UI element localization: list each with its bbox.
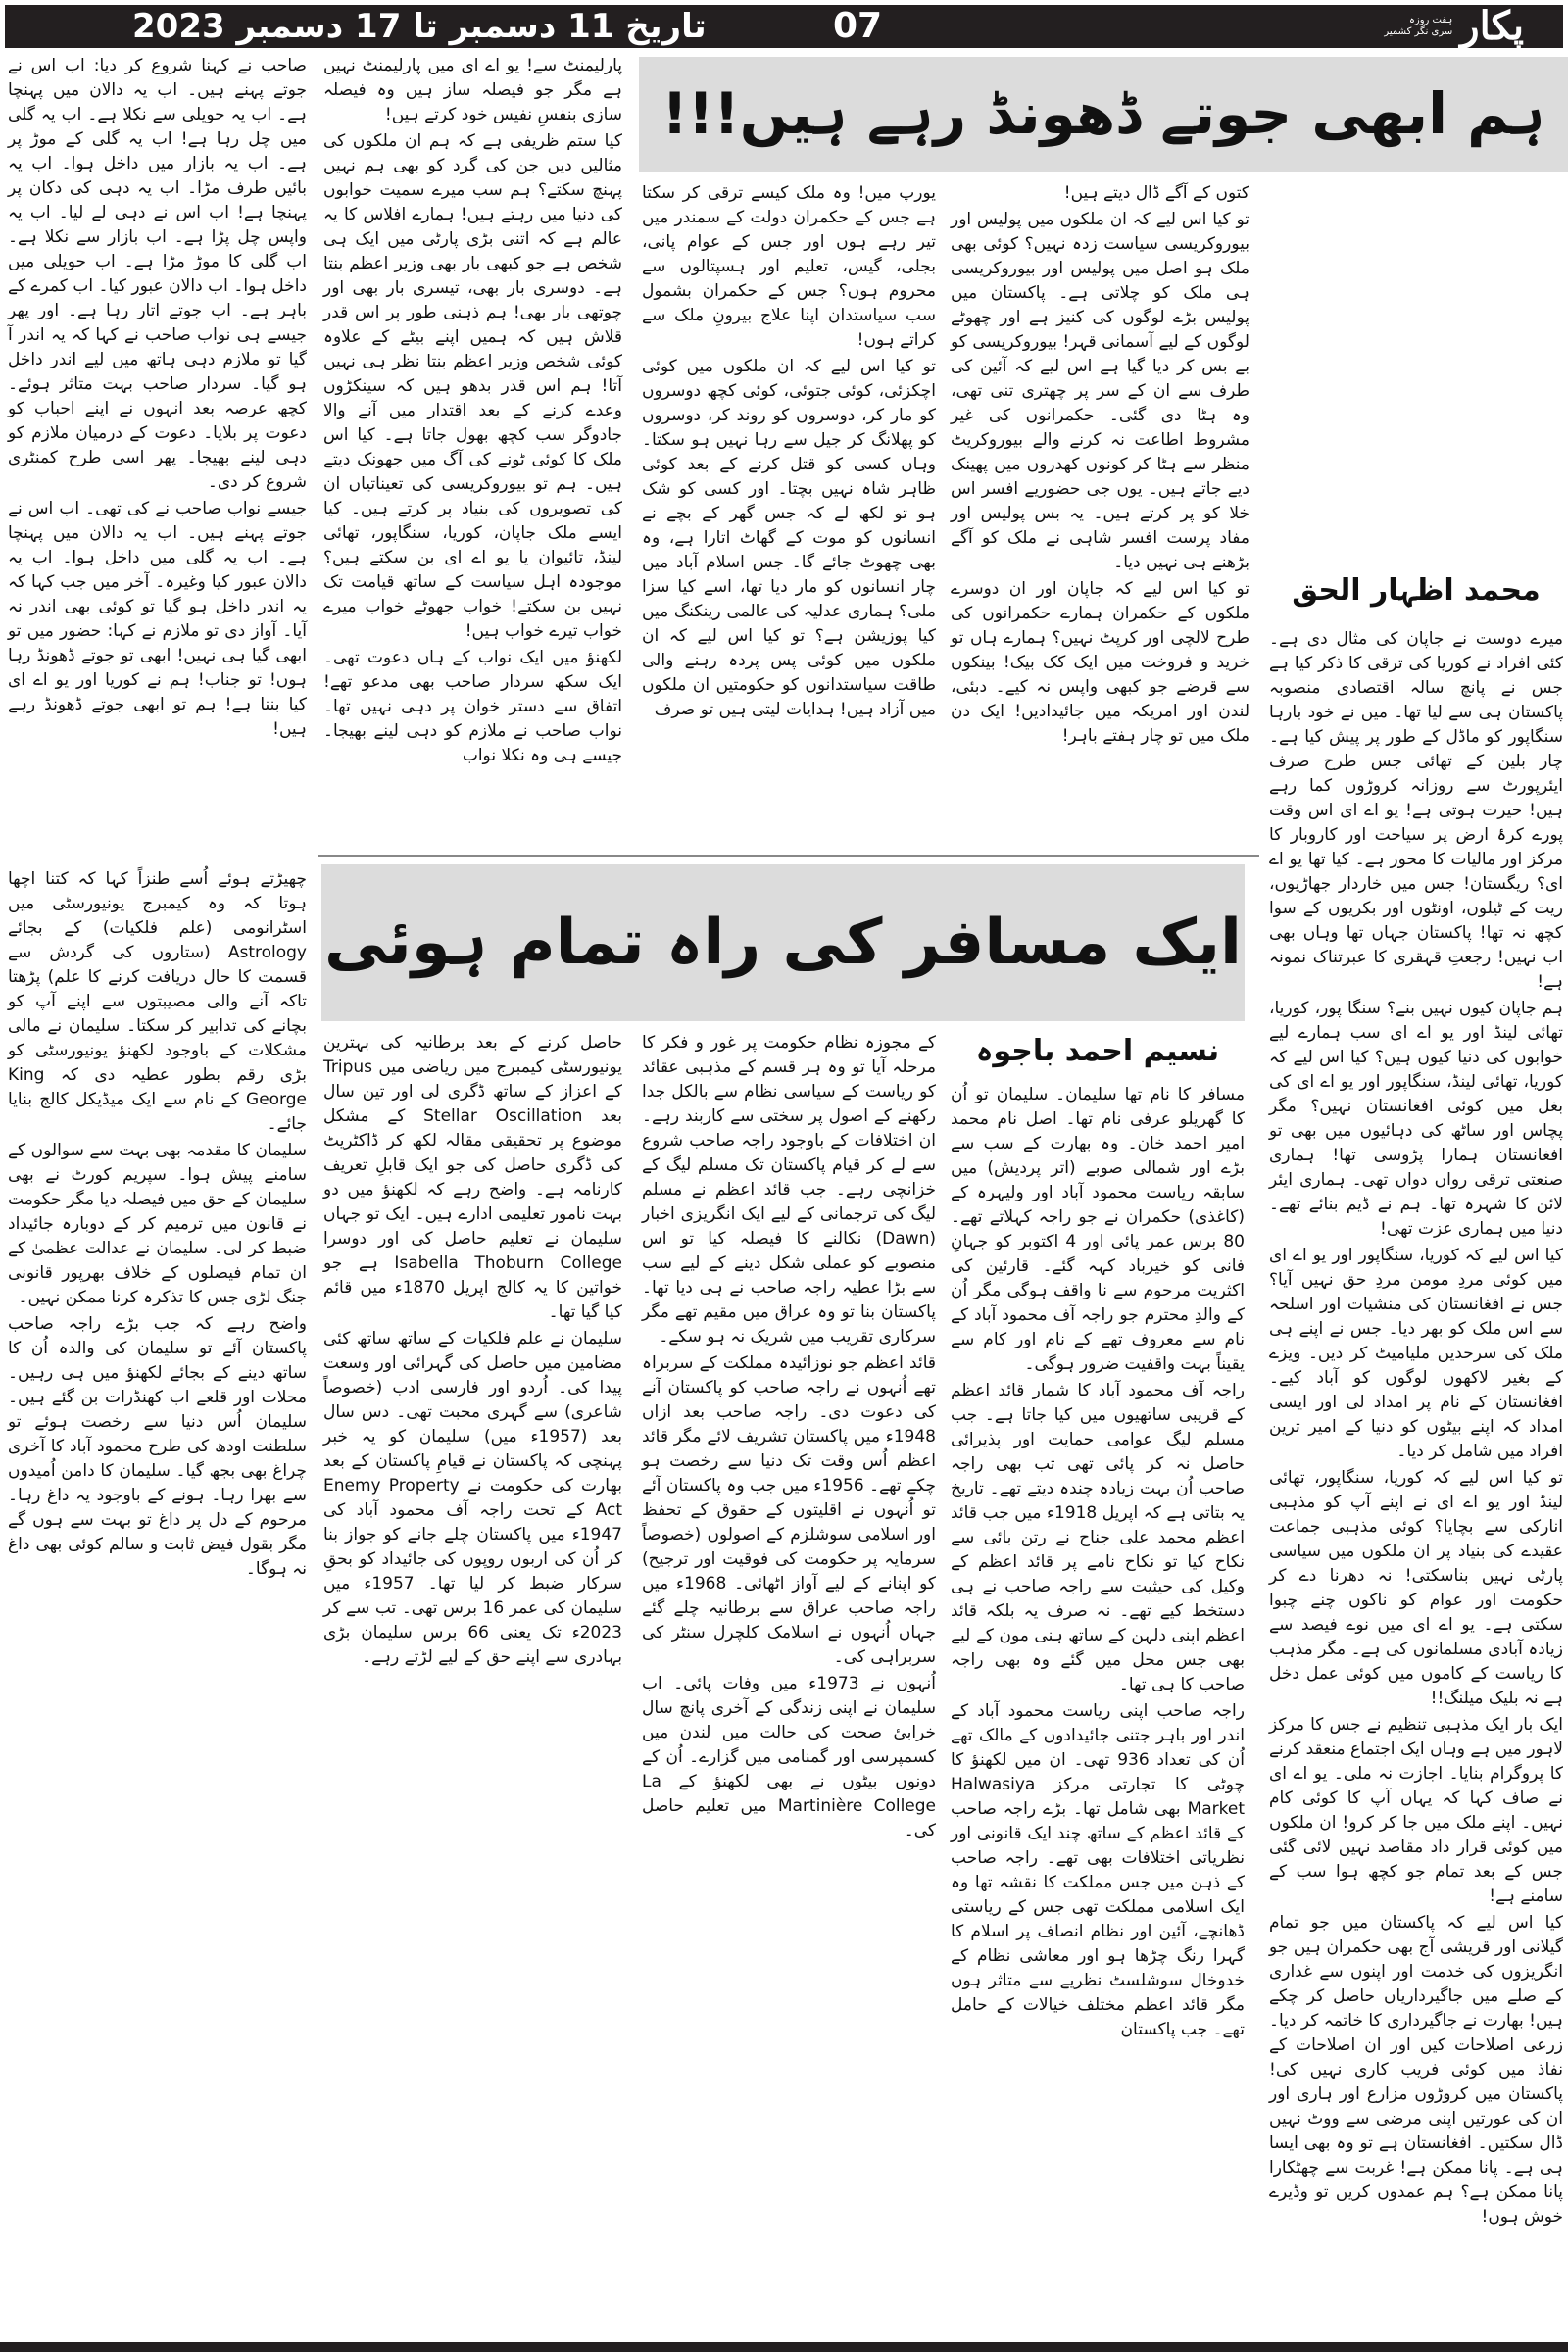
- article1-headline: ہم ابھی جوتے ڈھونڈ رہے ہیں!!!: [662, 80, 1545, 148]
- paragraph: لکھنؤ میں ایک نواب کے ہاں دعوت تھی۔ ایک سکھ سردار صاحب بھی مدعو تھے! اتفاق سے دستر خوان پر دہی نہیں تھا۔ نواب صاحب نے ملازم کو دہی لینے بھیجا۔ جیسے ہی وہ نکلا نواب: [323, 648, 622, 765]
- page-number: 07: [833, 6, 883, 46]
- paragraph: میرے دوست نے جاپان کی مثال دی ہے۔ کئی افراد نے کوریا کی ترقی کا ذکر کیا ہے جس نے پانچ سالہ اقتصادی منصوبہ پاکستان ہی سے لیا تھا۔ میں نے خود بارہا سنگاپور کو ماڈل کے طور پر پیش کیا ہے۔ چار بلین کے تھائی جس طرح صرف ایئرپورٹ سے روزانہ کروڑوں کما رہے ہیں! حیرت ہوتی ہے! یو اے ای اس وقت پورے کرۂ ارض پر سیاحت اور کاروبار کا مرکز اور مالیات کا محور ہے۔ کیا تھا یو اے ای؟ ریگستان! جس میں خاردار جھاڑیوں، ریت کے ٹیلوں، اونٹوں اور بکریوں کے سوا کچھ نہ تھا! پاکستان جہاں تھا وہاں بھی اب نہیں! رجعتِ قہقری کا عبرتناک نمونہ ہے!: [1269, 629, 1563, 992]
- paragraph: اُنہوں نے 1973ء میں وفات پائی۔ اب سلیمان نے اپنی زندگی کے آخری پانچ سال خرابیٔ صحت کی حالت میں لندن میں کسمپرسی اور گمنامی میں گزارے۔ اُن کے دونوں بیٹوں نے بھی لکھنؤ کے La Martinière College میں تعلیم حاصل کی۔: [642, 1674, 937, 1840]
- paragraph: قائد اعظم جو نوزائیدہ مملکت کے سربراہ تھے اُنہوں نے راجہ صاحب کو پاکستان آنے کی دعوت دی۔ راجہ صاحب بعد ازاں 1948ء میں پاکستان تشریف لائے مگر قائد اعظم اُس وقت تک دنیا سے رخصت ہو چکے تھے۔ 1956ء میں جب وہ پاکستان آئے تو اُنہوں نے اقلیتوں کے حقوق کے تحفظ اور اسلامی سوشلزم کے اصولوں (خصوصاً سرمایہ پر حکومت کی فوقیت اور ترجیح) کو اپنانے کے لیے آواز اٹھائی۔ 1968ء میں راجہ صاحب عراق سے برطانیہ چلے گئے جہاں اُنہوں نے اسلامک کلچرل سنٹر کی سربراہی کی۔: [642, 1353, 937, 1667]
- article1-column-4: [323, 54, 622, 770]
- paragraph: سلیمان نے علم فلکیات کے ساتھ ساتھ کئی مضامین میں حاصل کی گہرائی اور وسعت پیدا کی۔ اُردو اور فارسی ادب (خصوصاً شاعری) سے گہری محبت تھی۔ دس سال بعد (1957ء میں) سلیمان کو یہ خبر پہنچی کہ پاکستان نے قیامِ پاکستان کے بعد بھارت کی حکومت نے Enemy Property Act کے تحت راجہ آف محمود آباد کی 1947ء میں پاکستان چلے جانے کو جواز بنا کر اُن کی اربوں روپوں کی جائیداد کو بحقِ سرکار ضبط کر لیا تھا۔ 1957ء میں سلیمان کی عمر 16 برس تھی۔ تب سے کر 2023ء تک یعنی 66 برس سلیمان بڑی بہادری سے اپنے حق کے لیے لڑتے رہے۔: [323, 1329, 623, 1667]
- paragraph: کے مجوزہ نظام حکومت پر غور و فکر کا مرحلہ آیا تو وہ ہر قسم کے مذہبی عقائد کو ریاست کے سیاسی نظام سے بالکل جدا رکھنے کے اصول پر سختی سے کاربند رہے۔ ان اختلافات کے باوجود راجہ صاحب شروع سے لے کر قیام پاکستان تک مسلم لیگ کے خزانچی رہے۔ جب قائد اعظم نے مسلم لیگ کی ترجمانی کے لیے ایک انگریزی اخبار (Dawn) نکالنے کا فیصلہ کیا تو اس منصوبے کو عملی شکل دینے کے لیے سب سے بڑا عطیہ راجہ صاحب نے ہی دیا تھا۔ پاکستان بنا تو وہ عراق میں مقیم تھے مگر سرکاری تقریب میں شریک نہ ہو سکے۔: [642, 1033, 936, 1347]
- paragraph: کیا اس لیے کہ پاکستان میں جو تمام گیلانی اور قریشی آج بھی حکمران ہیں جو انگریزوں کی خدمت اور اپنوں سے غداری کے صلے میں جاگیرداریاں حاصل کر چکے ہیں! بھارت نے جاگیرداری کا خاتمہ کر دیا۔ زرعی اصلاحات کیں اور ان اصلاحات کے نفاذ میں کوئی فریب کاری نہیں کی! پاکستان میں کروڑوں مزارع اور ہاری اور ان کی عورتیں اپنی مرضی سے ووٹ نہیں ڈال سکتیں۔ افغانستان ہے تو وہ بھی ایسا ہی ہے۔ پانا ممکن ہے! غربت سے چھٹکارا پانا ممکن ہے؟ ہم عمدوں کریں تو وڈیرے خوش ہوں!: [1269, 1913, 1563, 2227]
- paragraph: تو کیا اس لیے کہ کوریا، سنگاپور، تھائی لینڈ اور یو اے ای نے اپنے آپ کو مذہبی انارکی سے بچایا؟ کوئی مذہبی جماعت عقیدے کی بنیاد پر ان ملکوں میں سیاسی پارٹی نہیں بناسکتی! نہ دھرنا دے کر حکومت اور عوام کو ناکوں چنے چبوا سکتی ہے۔ یو اے ای میں نوے فیصد سے زیادہ آبادی مسلمانوں کی ہے۔ مگر مذہب کا ریاست کے کاموں میں کوئی عمل دخل ہے نہ بلیک میلنگ!!: [1269, 1468, 1563, 1708]
- paragraph: واضح رہے کہ جب بڑے راجہ صاحب پاکستان آئے تو سلیمان کی والدہ اُن کا ساتھ دینے کے بجائے لکھنؤ میں ہی رہیں۔ محلات اور قلعے اب کھنڈرات بن گئے ہیں۔ سلیمان اُس دنیا سے رخصت ہوئے تو سلطنت اودھ کی طرح محمود آباد کا آخری چراغ بھی بجھ گیا۔ سلیمان کا دامن اُمیدوں سے بھرا رہا۔ ہونے کے باوجود یہ داغ رہا۔ مرحوم کے دل پر داغ تو بہت سے ہوں گے مگر بقول فیض ثابت و سالم کوئی بھی داغ نہ ہوگا۔: [8, 1314, 307, 1579]
- paragraph: یورپ میں! وہ ملک کیسے ترقی کر سکتا ہے جس کے حکمران دولت کے سمندر میں تیر رہے ہوں اور جس کے عوام پانی، بجلی، گیس، تعلیم اور ہسپتالوں سے محروم ہوں؟ جس کے حکمران بشمول سب سیاستدان اپنا علاج بیرونِ ملک سے کراتے ہوں!: [642, 183, 936, 350]
- issue-date: تاریخ 11 دسمبر تا 17 دسمبر 2023: [132, 7, 707, 46]
- logo-title: پکار: [1460, 3, 1524, 49]
- paragraph: راجہ آف محمود آباد کا شمار قائد اعظم کے قریبی ساتھیوں میں کیا جاتا ہے۔ جب مسلم لیگ عوامی حمایت اور پذیرائی حاصل نہ کر پائی تھی تب بھی راجہ صاحب اُن بہت زیادہ چندہ دیتے تھے۔ تاریخ یہ بتاتی ہے کہ اپریل 1918ء میں جب قائد اعظم محمد علی جناح نے رتن بائی سے نکاح کیا تو نکاح نامے پر قائد اعظم کے وکیل کی حیثیت سے راجہ صاحب نے ہی دستخط کیے تھے۔ نہ صرف یہ بلکہ قائد اعظم اپنی دلہن کے ساتھ ہنی مون کے لیے بھی جس محل میں گئے وہ بھی راجہ صاحب کا ہی تھا۔: [951, 1381, 1245, 1694]
- paragraph: سلیمان کا مقدمہ بھی بہت سے سوالوں کے سامنے پیش ہوا۔ سپریم کورٹ نے بھی سلیمان کے حق میں فیصلہ دیا مگر حکومت نے قانون میں ترمیم کر کے دوبارہ جائیداد ضبط کر لی۔ سلیمان نے عدالت عظمیٰ کے ان تمام فیصلوں کے خلاف بھرپور قانونی جنگ لڑی جس کا تذکرہ کرنا ممکن نہیں۔: [8, 1141, 307, 1307]
- article1-headline-box: [639, 57, 1568, 172]
- paragraph: کتوں کے آگے ڈال دیتے ہیں!: [1063, 183, 1250, 203]
- article1-column-3: [642, 181, 936, 724]
- newspaper-logo: [1384, 5, 1524, 48]
- logo-sub-city: سری نگر کشمیر: [1384, 26, 1453, 37]
- paragraph: جیسے نواب صاحب نے کی تھی۔ اب اس نے جوتے پہنے ہیں۔ اب یہ دالان میں پہنچا ہے۔ اب یہ گلی میں داخل ہوا۔ اب یہ دالان عبور کیا وغیرہ۔ آخر میں جب کہا کہ یہ اندر داخل ہو گیا تو کوئی بھی اندر نہ آیا۔ آواز دی تو ملازم نے کہا: حضور میں تو ابھی گیا ہی نہیں! ابھی تو جوتے ڈھونڈ رہا ہوں! تو جناب! ہم نے کوریا اور یو اے ای کیا بننا ہے! ہم تو ابھی جوتے ڈھونڈ رہے ہیں!: [8, 499, 307, 739]
- article1-column-2: [951, 181, 1250, 751]
- article2-headline: ایک مسافر کی راہ تمام ہوئی: [324, 906, 1242, 979]
- paragraph: پارلیمنٹ سے! یو اے ای میں پارلیمنٹ نہیں ہے مگر جو فیصلہ ساز ہیں وہ فیصلہ سازی بنفسِ نفیس خود کرتے ہیں!: [323, 56, 622, 124]
- paragraph: چھیڑتے ہوئے اُسے طنزاً کہا کہ کتنا اچھا ہوتا کہ وہ کیمبرج یونیورسٹی میں اسٹرانومی (علم فلکیات) کے بجائے Astrology (ستاروں کی گردش سے قسمت کا حال دریافت کرنے کا علم) پڑھتا تاکہ آنے والی مصیبتوں سے اپنے آپ کو بچانے کی تدابیر کر سکتا۔ سلیمان نے مالی مشکلات کے باوجود لکھنؤ یونیورسٹی کو بڑی رقم بطور عطیہ دی کہ King George کے نام سے ایک میڈیکل کالج بنایا جائے۔: [8, 869, 307, 1134]
- footer-bar: [0, 2342, 1568, 2352]
- paragraph: کیا ستم ظریفی ہے کہ ہم ان ملکوں کی مثالیں دیں جن کی گرد کو بھی ہم نہیں پہنچ سکتے؟ ہم سب میرے سمیت خوابوں کی دنیا میں رہتے ہیں! ہمارے افلاس کا یہ عالم ہے کہ اتنی بڑی پارٹی میں ایک ہی شخص ہے جو کبھی بار بھی وزیر اعظم بنتا ہے۔ دوسری بار بھی، تیسری بار بھی اور چوتھی بار بھی! ہم ذہنی طور پر اس قدر قلاش ہیں کہ ہمیں اپنے بیٹے کے علاوہ کوئی شخص وزیر اعظم بنتا نظر ہی نہیں آتا! ہم اس قدر بدھو ہیں کہ سینکڑوں وعدے کرنے کے بعد اقتدار میں آنے والا جادوگر سب کچھ بھول جاتا ہے۔ کیا اس ملک کا کوئی ٹونے کی آگ میں جھونک دیتے ہیں۔ ہم تو بیوروکریسی کی تعیناتیاں ان کی تصویروں کی بنیاد پر کرتے ہیں۔ کیا ایسے ملک جاپان، کوریا، سنگاپور، تھائی لینڈ، تائیوان یا یو اے ای بن سکتے ہیں؟ موجودہ اہل سیاست کے ساتھ قیامت تک نہیں بن سکتے! خواب جھوٹے خواب میرے خواب تیرے خواب ہیں!: [323, 131, 622, 641]
- paragraph: مسافر کا نام تھا سلیمان۔ سلیمان تو اُن کا گھریلو عرفی نام تھا۔ اصل نام محمد امیر احمد خان۔ وہ بھارت کے سب سے بڑے اور شمالی صوبے (اتر پردیش) میں سابقہ ریاست محمود آباد اور ولیہرہ کے (کاغذی) حکمران نے جو راجہ کہلاتے تھے۔ 80 برس عمر پائی اور 4 اکتوبر کو جہانِ فانی کو خیرباد کہہ گئے۔ قارئین کی اکثریت مرحوم سے نا واقف ہوگی مگر اُن کے والدِ محترم جو راجہ آف محمود آباد کے نام سے معروف تھے کے نام اور کام سے یقیناً بہت واقفیت ضرور ہوگی۔: [951, 1085, 1245, 1374]
- paragraph: صاحب نے کہنا شروع کر دیا: اب اس نے جوتے پہنے ہیں۔ اب یہ دالان میں پہنچا ہے۔ اب یہ حویلی سے نکلا ہے۔ اب یہ گلی میں چل رہا ہے! اب یہ گلی کے موڑ پر ہے۔ اب یہ بازار میں داخل ہوا۔ اب یہ بائیں طرف مڑا۔ اب یہ دہی کی دکان پر پہنچا ہے! اب اس نے دہی لے لیا۔ اب یہ واپس چل پڑا ہے۔ اب بازار سے نکلا ہے۔ اب گلی کا موڑ مڑا ہے۔ اب حویلی میں داخل ہوا۔ اب دالان عبور کیا۔ اب کمرے کے باہر ہے۔ اب جوتے اتار رہا ہے۔ اور پھر جیسے ہی نواب صاحب نے کہا کہ یہ اندر آ گیا تو ملازم دہی ہاتھ میں لیے اندر داخل ہو گیا۔ سردار صاحب بہت متاثر ہوئے۔ کچھ عرصہ بعد انہوں نے اپنے احباب کو دعوت پر بلایا۔ دعوت کے درمیان ملازم کو دہی لینے بھیجا۔ پھر اسی طرح کمنٹری شروع کر دی۔: [8, 56, 307, 492]
- paragraph: ایک بار ایک مذہبی تنظیم نے جس کا مرکز لاہور میں ہے وہاں ایک اجتماع منعقد کرنے کا پروگرام بنایا۔ اجازت نہ ملی۔ یو اے ای نے صاف کہا کہ یہاں آپ کا کوئی کام نہیں۔ اپنے ملک میں جا کر کرو! ان ملکوں میں کوئی قرار داد مقاصد نہیں لائی گئی جس کے بعد تمام جو کچھ ہوا سب کے سامنے ہے!: [1269, 1715, 1563, 1906]
- article2-column-4: [8, 867, 307, 1584]
- article1-column-5: [8, 54, 307, 744]
- article2-column-2: [642, 1031, 936, 1845]
- paragraph: تو کیا اس لیے کہ ان ملکوں میں کوئی اچکزئی، کوئی جتوئی، کوئی کچھ دوسروں کو مار کر، دوسروں کو روند کر، دوسروں کو پھلانگ کر جیل سے رہا نہیں ہو سکتا۔ وہاں کسی کو قتل کرنے کے بعد کوئی ظاہر شاہ نہیں بچتا۔ اور کسی کو شک ہو تو لکھ لے کہ جس گھر کے بچے نے انسانوں کو موت کے گھاٹ اتارا ہے، وہ بھی چھوٹ جائے گا۔ جس اسلام آباد میں چار انسانوں کو مار دیا تھا، اسے کیا سزا ملی؟ ہماری عدلیہ کی عالمی رینکنگ میں کیا پوزیشن ہے؟ تو کیا اس لیے کہ ان ملکوں میں کوئی پس پردہ رہنے والی طاقت سیاستدانوں کو حکومتیں ان ملکوں میں آزاد ہیں! ہدایات لیتی ہیں تو صرف: [642, 357, 936, 719]
- logo-sub-weekly: ہفت روزہ: [1409, 15, 1453, 25]
- paragraph: حاصل کرنے کے بعد برطانیہ کی بہترین یونیورسٹی کیمبرج میں ریاضی میں Tripus کے اعزاز کے ساتھ ڈگری لی اور تین سال بعد Stellar Oscillation کے مشکل موضوع پر تحقیقی مقالہ لکھ کر ڈاکٹریٹ کی ڈگری حاصل کی جو ایک قابلِ تعریف کارنامہ ہے۔ واضح رہے کہ لکھنؤ میں دو بہت نامور تعلیمی ادارے ہیں۔ ایک تو جہاں سلیمان نے تعلیم حاصل کی اور دوسرا Isabella Thoburn College ہے جو خواتین کا یہ کالج اپریل 1870ء میں قائم کیا گیا تھا۔: [323, 1033, 622, 1322]
- article2-headline-box: [321, 864, 1245, 1021]
- article1-author: محمد اظہار الحق: [1292, 573, 1541, 608]
- paragraph: کیا اس لیے کہ کوریا، سنگاپور اور یو اے ای میں کوئی مردِ مومن مردِ حق نہیں آیا؟ جس نے افغانستان کی منشیات اور اسلحہ سے اس ملک کو بھر دیا۔ جس نے اپنے ہی ملک کی سرحدیں ملیامیٹ کر دیں۔ ویزے کے بغیر لاکھوں لوگوں کو آباد کیے۔ افغانستان کے نام پر امداد لی اور ایسی امداد کہ اپنے بیٹوں کو دنیا کے امیر ترین افراد میں شامل کر دیا۔: [1269, 1246, 1563, 1461]
- paragraph: تو کیا اس لیے کہ ان ملکوں میں پولیس اور بیوروکریسی سیاست زدہ نہیں؟ کوئی بھی ملک ہو اصل میں پولیس اور بیوروکریسی ہی ملک کو چلاتی ہے۔ پاکستان میں پولیس بڑے لوگوں کی کنیز ہے اور چھوٹے لوگوں کے لیے آسمانی قہر! بیوروکریسی کو بے بس کر دیا گیا ہے اس لیے کہ آئین کی طرف سے ان کے سر پر چھتری تنی تھی، وہ ہٹا دی گئی۔ حکمرانوں کی غیر مشروط اطاعت نہ کرنے والے بیوروکریٹ منظر سے ہٹا کر کونوں کھدروں میں پھینک دیے جاتے ہیں۔ یوں جی حضوریے افسر اس خلا کو پر کرتے ہیں۔ یہ بس پولیس اور مفاد پرست افسر شاہی نے ملک کو آگے بڑھنے ہی نہیں دیا۔: [951, 210, 1250, 572]
- article2-column-1: [951, 1083, 1245, 2044]
- paragraph: راجہ صاحب اپنی ریاست محمود آباد کے اندر اور باہر جتنی جائیدادوں کے مالک تھے اُن کی تعداد 936 تھی۔ ان میں لکھنؤ کا چوٹی کا تجارتی مرکز Halwasiya Market بھی شامل تھا۔ بڑے راجہ صاحب کے قائد اعظم کے ساتھ چند ایک قانونی اور نظریاتی اختلافات بھی تھے۔ راجہ صاحب کے ذہن میں جس مملکت کا نقشہ تھا وہ ایک اسلامی مملکت تھی جس کے ریاستی ڈھانچے، آئین اور نظام انصاف پر اسلام کا گہرا رنگ چڑھا ہو اور معاشی نظام کے خدوخال سوشلسٹ نظریے سے متاثر ہوں مگر قائد اعظم مختلف خیالات کے حامل تھے۔ جب پاکستان: [951, 1701, 1245, 2039]
- section-divider: [318, 855, 1259, 857]
- masthead-bar: [5, 5, 1563, 48]
- article2-column-3: [323, 1031, 622, 1672]
- paragraph: تو کیا اس لیے کہ جاپان اور ان دوسرے ملکوں کے حکمران ہمارے حکمرانوں کی طرح لالچی اور کرپٹ نہیں؟ ہمارے ہاں تو خرید و فروخت میں ایک کک بیک! بینکوں سے قرضے جو کبھی واپس نہ کیے۔ دبئی، لندن اور امریکہ میں جائیدادیں! ایک دن ملک میں تو چار ہفتے باہر!: [951, 579, 1250, 746]
- paragraph: ہم جاپان کیوں نہیں بنے؟ سنگا پور، کوریا، تھائی لینڈ اور یو اے ای سب ہمارے لیے خوابوں کی دنیا کیوں ہیں؟ کیا اس لیے کہ کوریا، تھائی لینڈ، سنگاپور اور یو اے ای کی بغل میں کوئی افغانستان نہیں؟ مگر پچاس اور ساٹھ کی دہائیوں میں بھی تو افغانستان ہمارا پڑوسی تھا! ہماری صنعتی ترقی رواں دواں تھی۔ ہماری ایئر لائن کا شہرہ تھا۔ ہم نے ڈیم بنائے تھے۔ دنیا میں ہماری عزت تھی!: [1269, 999, 1563, 1239]
- logo-subtitle: [1384, 15, 1452, 38]
- article1-column-1: [1269, 627, 1563, 2231]
- article2-author: نسیم احمد باجوہ: [975, 1034, 1220, 1068]
